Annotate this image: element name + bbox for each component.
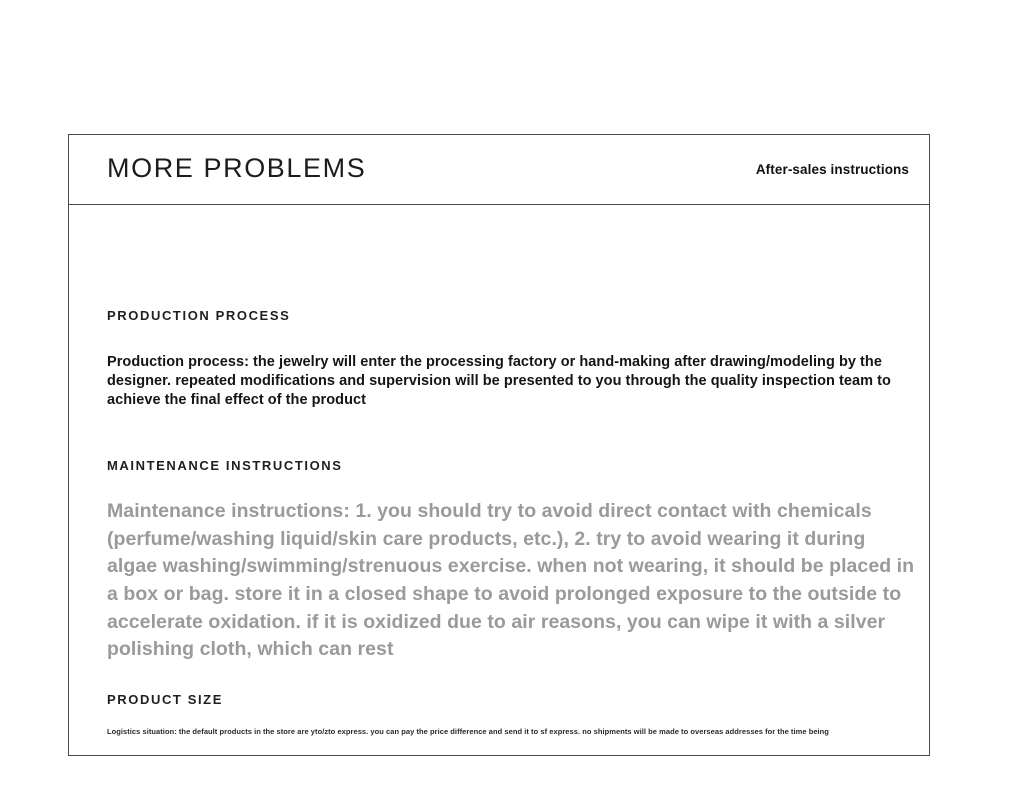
section-heading-maintenance-instructions: MAINTENANCE INSTRUCTIONS <box>107 458 343 473</box>
page-title: MORE PROBLEMS <box>107 153 367 183</box>
section-heading-product-size: PRODUCT SIZE <box>107 692 223 707</box>
document-header <box>69 135 929 205</box>
document-card <box>68 134 930 756</box>
section-text-production-process: Production process: the jewelry will enter the processing factory or hand-making after drawing/modeling by the designer. repeated modifications and supervision will be presented to you through the quality inspection team to achieve the final effect of the product <box>107 354 891 409</box>
section-heading-production-process: PRODUCTION PROCESS <box>107 308 291 323</box>
header-subtitle: After-sales instructions <box>755 162 909 177</box>
section-text-product-size: Logistics situation: the default products in the store are yto/zto express. you can pay the price difference and send it to sf express. no shipments will be made to overseas addresses for the time being <box>107 727 829 736</box>
section-text-maintenance-instructions: Maintenance instructions: 1. you should try to avoid direct contact with chemicals (perfume/washing liquid/skin care products, etc.), 2. try to avoid wearing it during algae washing/swimming/strenuous exercise. when not wearing, it should be placed in a box or bag. store it in a closed shape to avoid prolonged exposure to the outside to accelerate oxidation. if it is oxidized due to air reasons, you can wipe it with a silver polishing cloth, which can rest <box>107 500 915 661</box>
